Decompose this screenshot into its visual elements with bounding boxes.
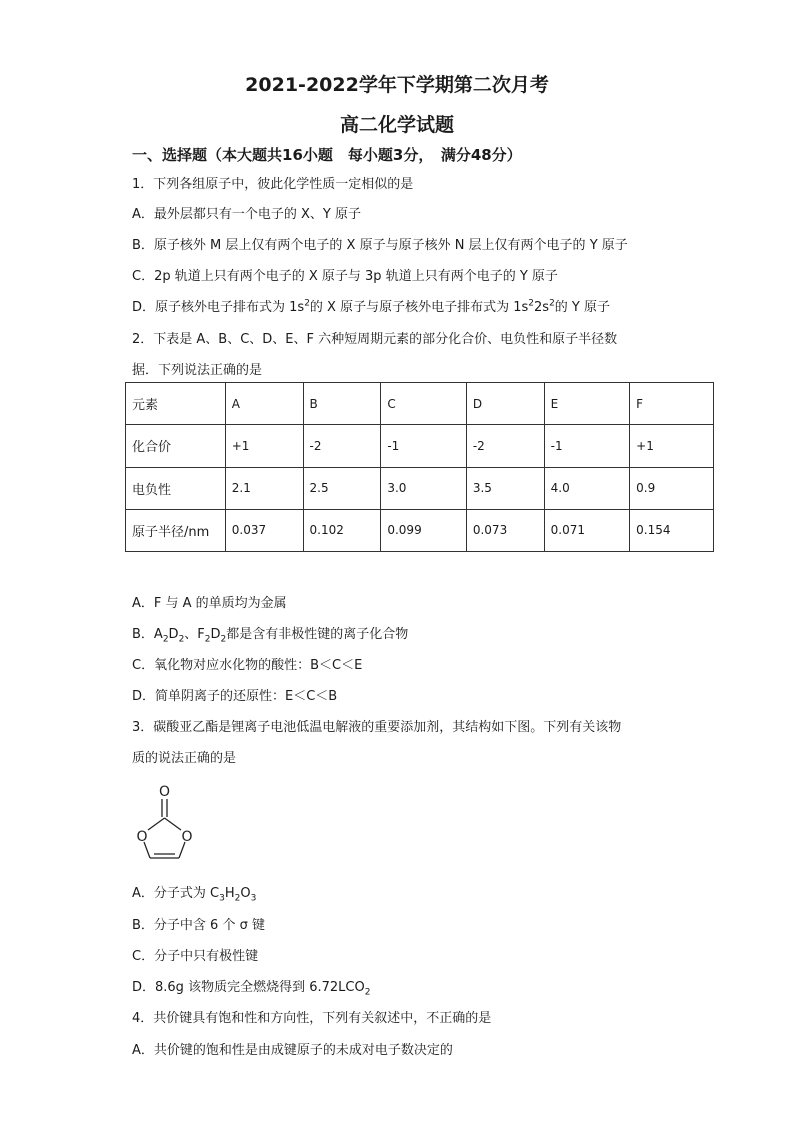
table-cell: 0.037 <box>225 509 303 551</box>
q4-option-a: A．共价键的饱和性是由成键原子的未成对电子数决定的 <box>132 1043 453 1058</box>
table-cell: -1 <box>381 425 467 467</box>
table-cell: E <box>544 383 630 425</box>
table-cell: A <box>225 383 303 425</box>
q3-option-c: C．分子中只有极性键 <box>132 949 259 964</box>
q3-stem-line2: 质的说法正确的是 <box>132 751 237 766</box>
q3-option-a: A．分子式为 $C_3H_2O_3$ <box>132 886 257 904</box>
table-cell: 0.102 <box>303 509 381 551</box>
table-cell: 0.073 <box>466 509 544 551</box>
ethylene-carbonate-structure <box>128 782 208 872</box>
table-cell: 0.099 <box>381 509 467 551</box>
table-cell: 2.5 <box>303 467 381 509</box>
element-table <box>125 382 714 552</box>
q1-stem: 1．下列各组原子中，彼此化学性质一定相似的是 <box>132 177 414 192</box>
table-cell: 0.9 <box>630 467 714 509</box>
q2-option-a: A．F 与 A 的单质均为金属 <box>132 596 287 611</box>
q1-option-d: D．原子核外电子排布式为 $1s^2$的 X 原子与原子核外电子排布式为 $1s^22s^2$的 Y 原子 <box>132 298 611 315</box>
table-cell: +1 <box>225 425 303 467</box>
q1-option-b: B．原子核外 M 层上仅有两个电子的 X 原子与原子核外 N 层上仅有两个电子的 Y 原子 <box>132 238 628 253</box>
ring-oxygen-left-label: O <box>136 829 148 845</box>
table-cell: 0.071 <box>544 509 630 551</box>
table-cell: D <box>466 383 544 425</box>
carbonyl-oxygen-label: O <box>158 784 171 800</box>
q3-option-b: B．分子中含 6 个 σ 键 <box>132 918 265 933</box>
table-row-header: 原子半径/nm <box>126 509 226 551</box>
table-cell: 3.5 <box>466 467 544 509</box>
table-row <box>126 383 714 425</box>
table-cell: 0.154 <box>630 509 714 551</box>
exam-subtitle: 高二化学试题 <box>339 114 454 136</box>
exam-title: 2021-2022学年下学期第二次月考 <box>245 74 549 96</box>
q1-option-c: C．2p 轨道上只有两个电子的 X 原子与 3p 轨道上只有两个电子的 Y 原子 <box>132 269 558 284</box>
q2-option-c: C．氧化物对应水化物的酸性：B＜C＜E <box>132 658 363 673</box>
q3-stem-line1: 3．碳酸亚乙酯是锂离子电池低温电解液的重要添加剂，其结构如下图。下列有关该物 <box>132 720 622 735</box>
section-heading: 一、选择题（本大题共16小题 每小题3分， 满分48分） <box>132 146 522 164</box>
q2-option-b: B．$A_2D_2$、$F_2D_2$都是含有非极性键的离子化合物 <box>132 627 409 645</box>
table-row <box>126 467 714 509</box>
table-cell: 4.0 <box>544 467 630 509</box>
q3-option-d: D．8.6g 该物质完全燃烧得到 $6.72LCO_2$ <box>132 980 371 998</box>
table-row-header: 元素 <box>126 383 226 425</box>
table-cell: F <box>630 383 714 425</box>
table-cell: 2.1 <box>225 467 303 509</box>
ring-oxygen-right-label: O <box>181 829 193 845</box>
table-row <box>126 425 714 467</box>
table-row-header: 化合价 <box>126 425 226 467</box>
table-cell: 3.0 <box>381 467 467 509</box>
table-row-header: 电负性 <box>126 467 226 509</box>
table-cell: C <box>381 383 467 425</box>
table-row <box>126 509 714 551</box>
q2-option-d: D．简单阴离子的还原性：E＜C＜B <box>132 689 338 704</box>
table-cell: -1 <box>544 425 630 467</box>
q2-stem-line1: 2．下表是 A、B、C、D、E、F 六种短周期元素的部分化合价、电负性和原子半径数 <box>132 332 618 347</box>
q1-option-a: A．最外层都只有一个电子的 X、Y 原子 <box>132 207 362 222</box>
table-cell: -2 <box>466 425 544 467</box>
q4-stem: 4．共价键具有饱和性和方向性，下列有关叙述中，不正确的是 <box>132 1011 492 1026</box>
table-cell: +1 <box>630 425 714 467</box>
table-cell: -2 <box>303 425 381 467</box>
q2-stem-line2: 据．下列说法正确的是 <box>132 363 263 378</box>
table-cell: B <box>303 383 381 425</box>
